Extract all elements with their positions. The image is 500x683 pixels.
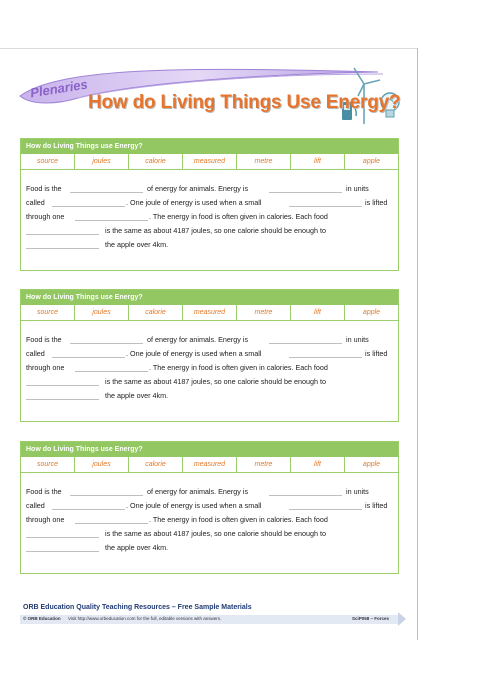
passage-text: Food is the bbox=[26, 487, 62, 496]
word-source: source bbox=[21, 154, 75, 169]
blank-field[interactable] bbox=[289, 206, 362, 207]
blank-field[interactable] bbox=[26, 248, 99, 249]
plenaries-badge: Plenaries bbox=[29, 76, 89, 101]
passage-text: called bbox=[26, 501, 45, 510]
word-measured: measured bbox=[183, 154, 237, 169]
word-bank bbox=[21, 305, 398, 321]
passage-text: . One joule of energy is used when a small bbox=[126, 349, 262, 358]
blank-field[interactable] bbox=[75, 371, 148, 372]
blank-field[interactable] bbox=[52, 206, 125, 207]
word-calorie: calorie bbox=[129, 305, 183, 320]
passage-text: Food is the bbox=[26, 184, 62, 193]
passage-text: of energy for animals. Energy is bbox=[147, 487, 249, 496]
blank-field[interactable] bbox=[289, 357, 362, 358]
blank-field[interactable] bbox=[70, 192, 143, 193]
passage-text: . One joule of energy is used when a small bbox=[126, 198, 262, 207]
blank-field[interactable] bbox=[75, 523, 148, 524]
word-lift: lift bbox=[291, 154, 345, 169]
passage-text: is lifted bbox=[365, 198, 388, 207]
blank-field[interactable] bbox=[289, 509, 362, 510]
word-source: source bbox=[21, 457, 75, 472]
word-bank bbox=[21, 154, 398, 170]
page-footer bbox=[20, 600, 405, 630]
word-metre: metre bbox=[237, 457, 291, 472]
cloze-passage bbox=[21, 321, 398, 421]
passage-text: in units bbox=[346, 335, 369, 344]
passage-text: in units bbox=[346, 184, 369, 193]
word-bank bbox=[21, 457, 398, 473]
word-calorie: calorie bbox=[129, 457, 183, 472]
page-title: How do Living Things Use Energy? bbox=[88, 92, 401, 113]
word-lift: lift bbox=[291, 457, 345, 472]
blank-field[interactable] bbox=[75, 220, 148, 221]
word-joules: joules bbox=[75, 154, 129, 169]
page-right-edge bbox=[417, 48, 418, 640]
footer-arrow-icon bbox=[398, 612, 406, 626]
footer-visit-link[interactable]: Visit http://www.orbeducation.com for the full, editable versions with answers. bbox=[68, 616, 222, 621]
passage-text: through one bbox=[26, 515, 65, 524]
footer-title: ORB Education Quality Teaching Resources – Free Sample Materials bbox=[23, 604, 252, 611]
blank-field[interactable] bbox=[26, 385, 99, 386]
word-apple: apple bbox=[362, 158, 381, 165]
footer-copyright: © ORB Education bbox=[23, 616, 61, 621]
passage-text: of energy for animals. Energy is bbox=[147, 335, 249, 344]
blank-field[interactable] bbox=[70, 495, 143, 496]
blank-field[interactable] bbox=[26, 537, 99, 538]
blank-field[interactable] bbox=[269, 343, 342, 344]
word-joules: joules bbox=[75, 457, 129, 472]
word-lift: lift bbox=[291, 305, 345, 320]
passage-text: the apple over 4km. bbox=[105, 543, 169, 552]
blank-field[interactable] bbox=[26, 399, 99, 400]
word-joules: joules bbox=[75, 305, 129, 320]
passage-text: is lifted bbox=[365, 501, 388, 510]
passage-text: the apple over 4km. bbox=[105, 391, 169, 400]
word-source: source bbox=[21, 305, 75, 320]
passage-text: through one bbox=[26, 212, 65, 221]
passage-text: . The energy in food is often given in calories. Each food bbox=[149, 212, 328, 221]
passage-text: is the same as about 4187 joules, so one calorie should be enough to bbox=[105, 377, 326, 386]
passage-text: . The energy in food is often given in calories. Each food bbox=[149, 515, 328, 524]
passage-text: . One joule of energy is used when a small bbox=[126, 501, 262, 510]
activity-box-3 bbox=[20, 441, 399, 574]
blank-field[interactable] bbox=[269, 192, 342, 193]
passage-text: the apple over 4km. bbox=[105, 240, 169, 249]
passage-text: is the same as about 4187 joules, so one calorie should be enough to bbox=[105, 226, 326, 235]
word-apple: apple bbox=[362, 309, 381, 316]
blank-field[interactable] bbox=[52, 509, 125, 510]
passage-text: . The energy in food is often given in calories. Each food bbox=[149, 363, 328, 372]
blank-field[interactable] bbox=[26, 234, 99, 235]
word-measured: measured bbox=[183, 305, 237, 320]
passage-text: Food is the bbox=[26, 335, 62, 344]
page-top-edge bbox=[0, 48, 418, 49]
cloze-passage bbox=[21, 170, 398, 270]
box-title: How do Living Things use Energy? bbox=[21, 290, 398, 305]
passage-text: called bbox=[26, 349, 45, 358]
word-measured: measured bbox=[183, 457, 237, 472]
activity-box-2 bbox=[20, 289, 399, 422]
passage-text: of energy for animals. Energy is bbox=[147, 184, 249, 193]
cloze-passage bbox=[21, 473, 398, 573]
word-metre: metre bbox=[237, 305, 291, 320]
blank-field[interactable] bbox=[70, 343, 143, 344]
word-metre: metre bbox=[237, 154, 291, 169]
passage-text: through one bbox=[26, 363, 65, 372]
passage-text: is lifted bbox=[365, 349, 388, 358]
passage-text: in units bbox=[346, 487, 369, 496]
passage-text: called bbox=[26, 198, 45, 207]
activity-box-1 bbox=[20, 138, 399, 271]
footer-code: SciP058 – Forces bbox=[352, 616, 390, 621]
word-apple: apple bbox=[362, 461, 381, 468]
passage-text: is the same as about 4187 joules, so one calorie should be enough to bbox=[105, 529, 326, 538]
box-title: How do Living Things use Energy? bbox=[21, 442, 398, 457]
word-calorie: calorie bbox=[129, 154, 183, 169]
box-title: How do Living Things use Energy? bbox=[21, 139, 398, 154]
blank-field[interactable] bbox=[269, 495, 342, 496]
blank-field[interactable] bbox=[26, 551, 99, 552]
blank-field[interactable] bbox=[52, 357, 125, 358]
